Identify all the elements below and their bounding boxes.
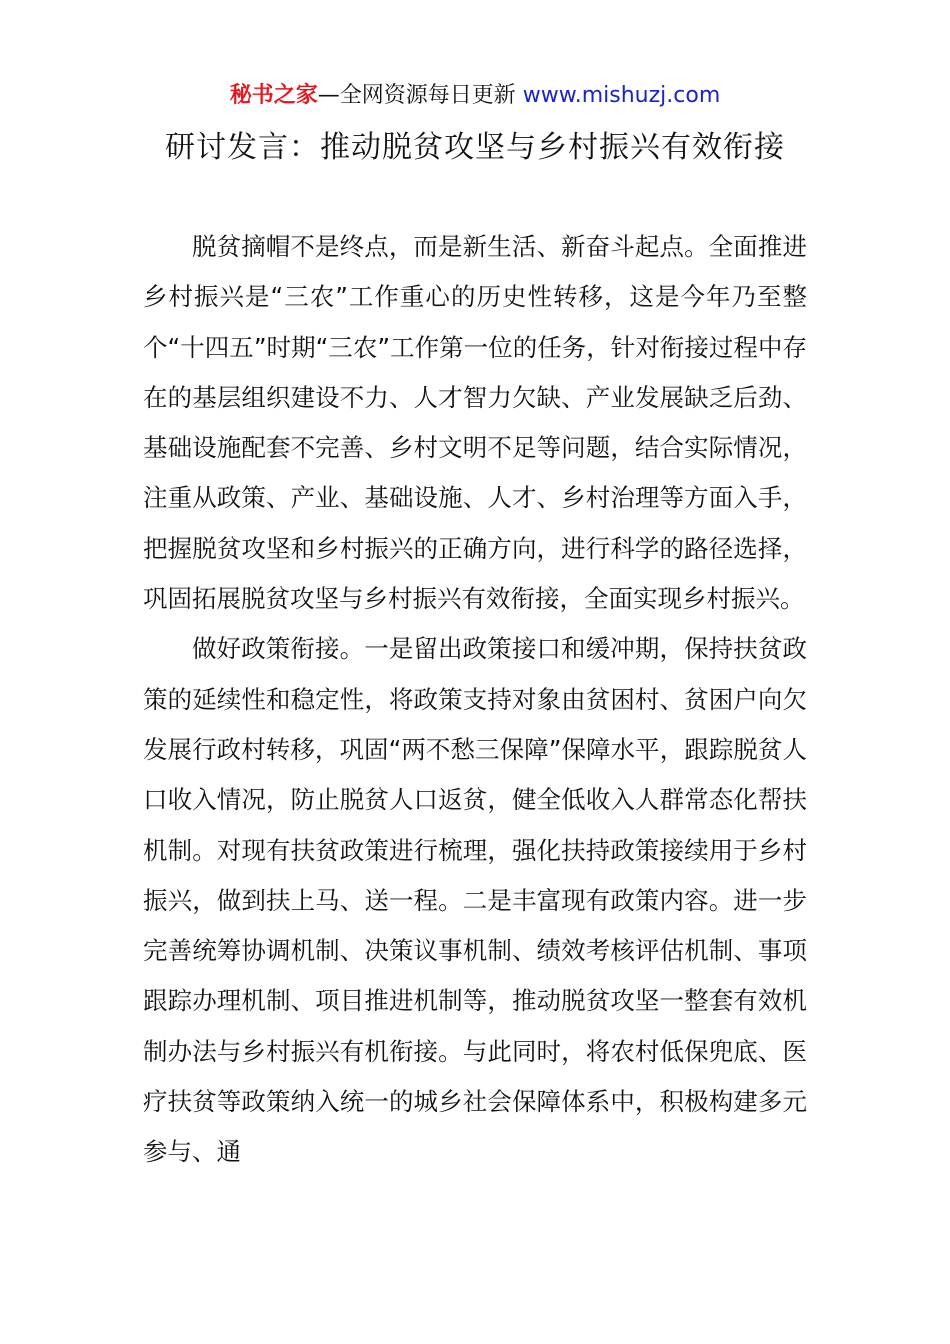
paragraph-intro: 脱贫摘帽不是终点，而是新生活、新奋斗起点。全面推进乡村振兴是“三农”工作重心的历史性转移，这是今年乃至整个“十四五”时期“三农”工作第一位的任务，针对衔接过程中存在的基层组织建设不力、人才智力欠缺、产业发展缺乏后劲、基础设施配套不完善、乡村文明不足等问题，结合实际情况，注重从政策、产业、基础设施、人才、乡村治理等方面入手，把握脱贫攻坚和乡村振兴的正确方向，进行科学的路径选择，巩固拓展脱贫攻坚与乡村振兴有效衔接，全面实现乡村振兴。 [143,232,807,614]
site-tagline: —全网资源每日更新 [317,83,523,108]
document-title: 研讨发言：推动脱贫攻坚与乡村振兴有效衔接 [165,130,785,165]
document-body [143,222,807,1178]
site-url-link[interactable]: www.mishuzj.com [522,83,721,108]
site-header [0,80,950,112]
paragraph-policy-connection: 做好政策衔接。一是留出政策接口和缓冲期，保持扶贫政策的延续性和稳定性，将政策支持对象由贫困村、贫困户向欠发展行政村转移，巩固“两不愁三保障”保障水平，跟踪脱贫人口收入情况，防止脱贫人口返贫，健全低收入人群常态化帮扶机制。对现有扶贫政策进行梳理，强化扶持政策接续用于乡村振兴，做到扶上马、送一程。二是丰富现有政策内容。进一步完善统筹协调机制、决策议事机制、绩效考核评估机制、事项跟踪办理机制、项目推进机制等，推动脱贫攻坚一整套有效机制办法与乡村振兴有机衔接。与此同时，将农村低保兜底、医疗扶贫等政策纳入统一的城乡社会保障体系中，积极构建多元参与、通 [143,634,807,1167]
site-name: 秘书之家 [229,83,318,108]
